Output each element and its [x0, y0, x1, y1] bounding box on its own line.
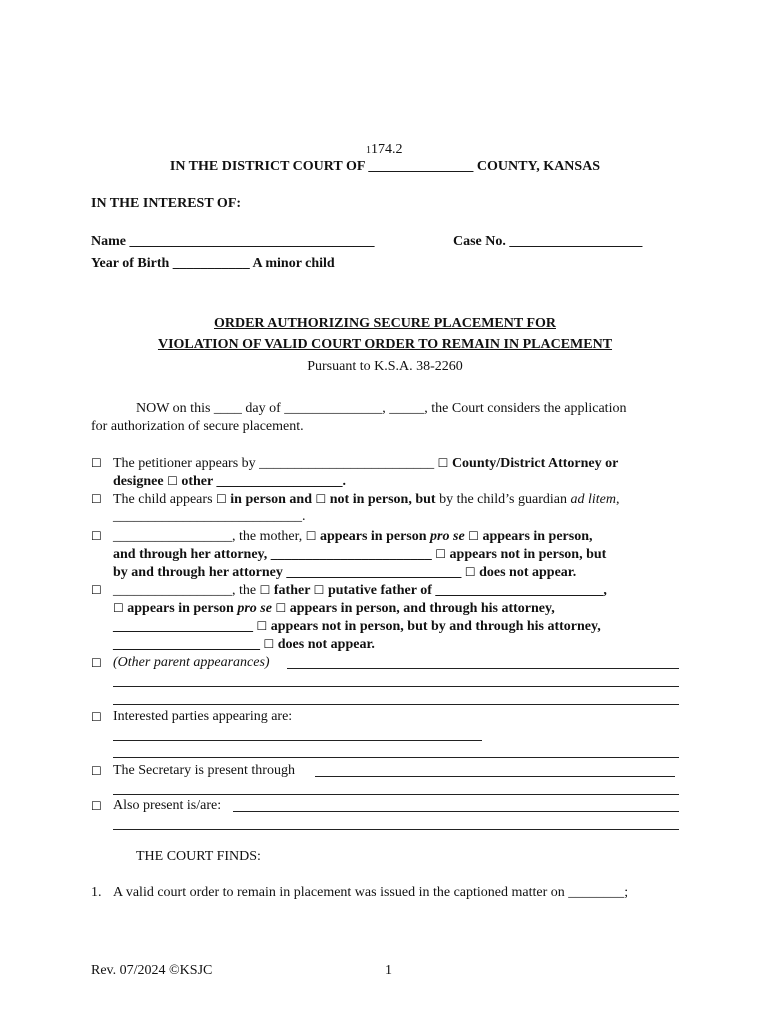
father-with-attorney-label: appears in person, and through his attorney,	[289, 601, 555, 616]
father-line-1	[113, 581, 607, 600]
comma: ,	[615, 492, 620, 507]
page-number: 1	[385, 963, 392, 978]
guardian-text: by the child’s guardian	[435, 492, 571, 507]
other-parent-rule-1[interactable]	[287, 668, 679, 669]
also-present-rule-2[interactable]	[113, 829, 679, 830]
child-not-in-person-label: not in person, but	[329, 492, 436, 507]
secretary-label: The Secretary is present through	[113, 763, 295, 778]
ad-litem-text: ad litem	[570, 492, 616, 507]
mother-with-attorney-label: appears in person,	[482, 529, 593, 544]
revision-footer: Rev. 07/2024 ©KSJC	[91, 963, 213, 978]
order-title-line-1: ORDER AUTHORIZING SECURE PLACEMENT FOR	[213, 316, 556, 331]
putative-father-label: putative father of ________________________,	[327, 583, 607, 598]
intro-line-1: NOW on this ____ day of ______________, _____, the Court considers the application	[136, 401, 627, 416]
father-pro-se-label: appears in person	[127, 601, 238, 616]
father-attorney-blank: ____________________	[113, 619, 257, 634]
year-of-birth-line: Year of Birth ___________ A minor child	[91, 256, 335, 271]
father-line-4	[113, 635, 375, 654]
father-not-in-person-checkbox[interactable]: ☐	[256, 619, 268, 633]
father-line-2	[113, 599, 555, 618]
secretary-checkbox[interactable]: ☐	[91, 764, 102, 778]
case-number-line: Case No. ___________________	[453, 234, 643, 249]
mother-not-in-person-checkbox[interactable]: ☐	[435, 547, 447, 561]
father-not-in-person-label: appears not in person, but by and through his attorney,	[270, 619, 601, 634]
father-pro-se-italic: pro se	[237, 601, 272, 616]
interested-parties-label: Interested parties appearing are:	[113, 709, 293, 724]
other-parent-checkbox[interactable]: ☐	[91, 656, 102, 670]
name-blank: ___________________________________	[129, 234, 375, 249]
mother-does-not-appear-label: does not appear.	[479, 565, 577, 580]
name-label: Name	[91, 234, 126, 249]
finding-1-text: A valid court order to remain in placement was issued in the captioned matter on ________;	[113, 885, 629, 900]
findings-heading: THE COURT FINDS:	[136, 849, 261, 864]
father-checkbox-inline[interactable]: ☐	[259, 583, 271, 597]
mother-not-in-person-label: appears not in person, but	[449, 547, 607, 562]
mother-pro-se-label: appears in person	[319, 529, 431, 544]
finding-1-number: 1.	[91, 885, 102, 900]
other-checkbox[interactable]: ☐	[167, 474, 178, 488]
designee-label: designee	[113, 474, 168, 489]
secretary-rule-1[interactable]	[315, 776, 675, 777]
petitioner-checkbox[interactable]: ☐	[91, 456, 102, 470]
child-line	[113, 490, 619, 509]
mother-line-1	[113, 527, 593, 546]
form-number-value: 174.2	[371, 142, 403, 157]
child-checkbox[interactable]: ☐	[91, 492, 102, 506]
order-title-line-2: VIOLATION OF VALID COURT ORDER TO REMAIN IN PLACEMENT	[157, 337, 613, 352]
mother-pro-se-checkbox[interactable]: ☐	[305, 529, 317, 543]
also-present-rule-1[interactable]	[233, 811, 679, 812]
mother-line-3	[113, 563, 576, 582]
mother-does-not-appear-checkbox[interactable]: ☐	[464, 565, 476, 579]
other-parent-rule-3[interactable]	[113, 704, 679, 705]
other-parent-rule-2[interactable]	[113, 686, 679, 687]
petitioner-text: The petitioner appears by _________________________	[113, 456, 438, 471]
mother-with-attorney-checkbox[interactable]: ☐	[468, 529, 479, 543]
child-in-person-checkbox[interactable]: ☐	[216, 492, 227, 506]
father-pro-se-checkbox[interactable]: ☐	[113, 601, 124, 615]
child-not-in-person-checkbox[interactable]: ☐	[315, 492, 327, 506]
father-name-text: _________________, the	[113, 583, 260, 598]
other-label: other __________________.	[181, 474, 346, 489]
interested-parties-rule-2[interactable]	[113, 757, 679, 758]
father-checkbox[interactable]: ☐	[91, 583, 102, 597]
county-attorney-label: County/District Attorney or	[451, 456, 619, 471]
pursuant-statute: Pursuant to K.S.A. 38-2260	[307, 359, 463, 374]
child-in-person-label: in person and	[230, 492, 316, 507]
putative-father-checkbox[interactable]: ☐	[313, 583, 325, 597]
petitioner-line-2	[113, 472, 346, 491]
intro-line-2: for authorization of secure placement.	[91, 419, 304, 434]
mother-name-text: _________________, the mother,	[113, 529, 306, 544]
also-present-checkbox[interactable]: ☐	[91, 799, 102, 813]
other-parent-label: (Other parent appearances)	[113, 655, 270, 670]
mother-line-2	[113, 545, 606, 564]
father-does-not-appear-checkbox[interactable]: ☐	[263, 637, 275, 651]
also-present-label: Also present is/are:	[113, 798, 222, 813]
mother-pro-se-italic: pro se	[430, 529, 465, 544]
father-line-3	[113, 617, 601, 636]
petitioner-line	[113, 454, 618, 473]
mother-attorney-text: and through her attorney, _______________________	[113, 547, 436, 562]
county-attorney-checkbox[interactable]: ☐	[437, 456, 449, 470]
name-line	[91, 233, 375, 251]
interested-parties-rule-1[interactable]	[113, 740, 482, 741]
mother-through-attorney-text: by and through her attorney _________________________	[113, 565, 465, 580]
father-with-attorney-checkbox[interactable]: ☐	[275, 601, 287, 615]
form-number-prefix: 1	[366, 145, 371, 156]
court-line: IN THE DISTRICT COURT OF _______________ COUNTY, KANSAS	[169, 159, 601, 174]
father-through-attorney-blank: _____________________	[113, 637, 264, 652]
father-label: father	[273, 583, 314, 598]
father-does-not-appear-label: does not appear.	[277, 637, 375, 652]
secretary-rule-2[interactable]	[113, 794, 679, 795]
interested-parties-checkbox[interactable]: ☐	[91, 710, 102, 724]
interest-of-heading: IN THE INTEREST OF:	[91, 196, 242, 211]
mother-checkbox[interactable]: ☐	[91, 529, 102, 543]
child-appears-text: The child appears	[113, 492, 217, 507]
child-line-2: ___________________________.	[113, 509, 306, 524]
